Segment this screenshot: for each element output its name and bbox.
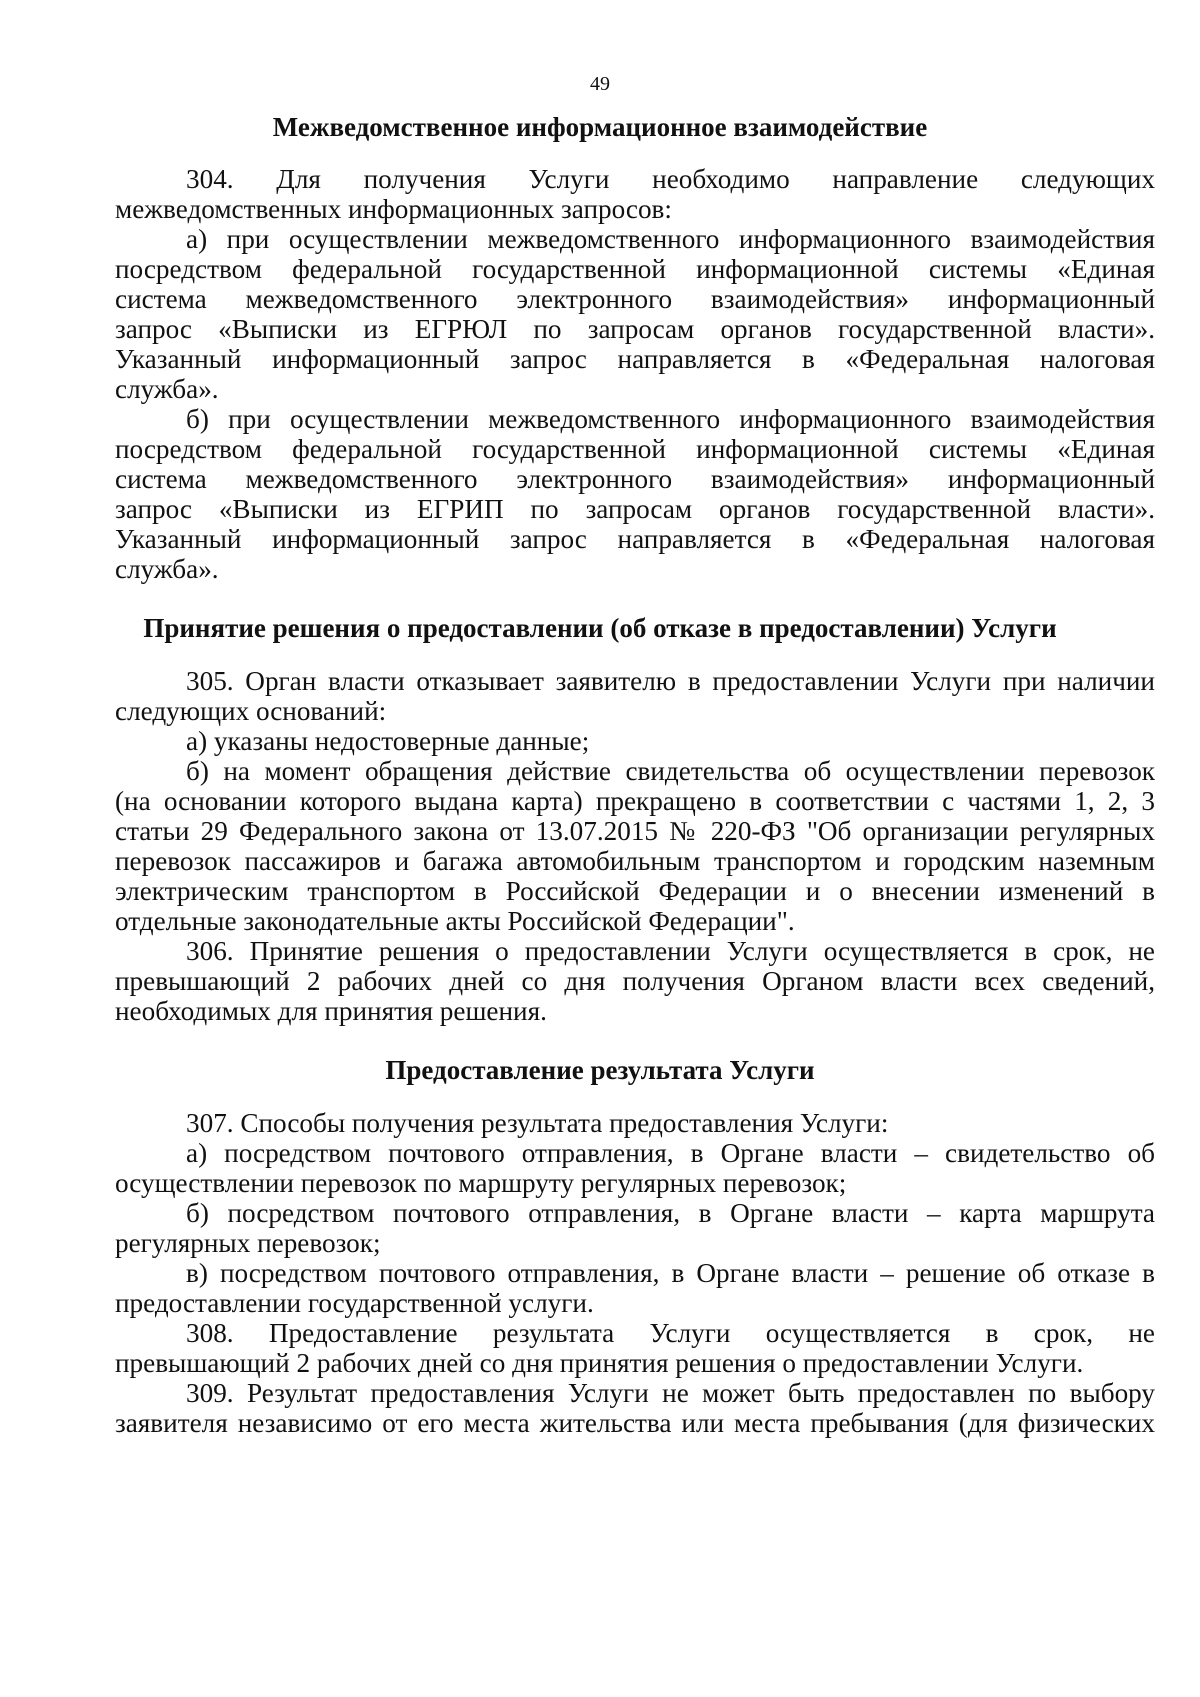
section-heading-result: Предоставление результата Услуги xyxy=(385,1055,815,1085)
section-heading-interagency: Межведомственное информационное взаимодействие xyxy=(272,112,928,142)
paragraph-line: отдельные законодательные акты Российской Федерации". xyxy=(115,906,795,936)
paragraph-line: запрос «Выписки из ЕГРИП по запросам органов государственной власти». xyxy=(115,494,1155,524)
paragraph-line: следующих оснований: xyxy=(115,696,387,726)
paragraph-line: необходимых для принятия решения. xyxy=(115,996,547,1026)
paragraph-line: система межведомственного электронного взаимодействия» информационный xyxy=(115,284,1155,314)
paragraph-line: 308. Предоставление результата Услуги осуществляется в срок, не xyxy=(186,1318,1155,1348)
paragraph-line: система межведомственного электронного взаимодействия» информационный xyxy=(115,464,1155,494)
paragraph-line: 307. Способы получения результата предоставления Услуги: xyxy=(186,1108,889,1138)
paragraph-line: б) при осуществлении межведомственного информационного взаимодействия xyxy=(186,404,1155,434)
paragraph-line: а) посредством почтового отправления, в Органе власти – свидетельство об xyxy=(186,1138,1155,1168)
paragraph-line: служба». xyxy=(115,374,219,404)
paragraph-line: 305. Орган власти отказывает заявителю в предоставлении Услуги при наличии xyxy=(186,666,1155,696)
paragraph-line: перевозок пассажиров и багажа автомобильным транспортом и городским наземным xyxy=(115,846,1155,876)
paragraph-line: а) указаны недостоверные данные; xyxy=(186,726,590,756)
paragraph-line: посредством федеральной государственной информационной системы «Единая xyxy=(115,434,1155,464)
paragraph-line: предоставлении государственной услуги. xyxy=(115,1288,594,1318)
paragraph-line: 304. Для получения Услуги необходимо направление следующих xyxy=(186,164,1155,194)
paragraph-line: Указанный информационный запрос направляется в «Федеральная налоговая xyxy=(115,344,1155,374)
paragraph-line: 306. Принятие решения о предоставлении Услуги осуществляется в срок, не xyxy=(186,936,1155,966)
paragraph-line: превышающий 2 рабочих дней со дня принятия решения о предоставлении Услуги. xyxy=(115,1348,1084,1378)
paragraph-line: электрическим транспортом в Российской Федерации и о внесении изменений в xyxy=(115,876,1155,906)
paragraph-line: регулярных перевозок; xyxy=(115,1228,381,1258)
paragraph-line: осуществлении перевозок по маршруту регулярных перевозок; xyxy=(115,1168,847,1198)
page-number: 49 xyxy=(590,73,610,95)
section-heading-decision: Принятие решения о предоставлении (об отказе в предоставлении) Услуги xyxy=(143,613,1057,643)
paragraph-line: статьи 29 Федерального закона от 13.07.2015 № 220-ФЗ "Об организации регулярных xyxy=(115,816,1155,846)
paragraph-line: в) посредством почтового отправления, в Органе власти – решение об отказе в xyxy=(186,1258,1155,1288)
paragraph-line: запрос «Выписки из ЕГРЮЛ по запросам органов государственной власти». xyxy=(115,314,1155,344)
paragraph-line: Указанный информационный запрос направляется в «Федеральная налоговая xyxy=(115,524,1155,554)
paragraph-line: межведомственных информационных запросов: xyxy=(115,194,672,224)
paragraph-line: заявителя независимо от его места жительства или места пребывания (для физических xyxy=(115,1408,1155,1438)
paragraph-line: а) при осуществлении межведомственного информационного взаимодействия xyxy=(186,224,1155,254)
paragraph-line: 309. Результат предоставления Услуги не может быть предоставлен по выбору xyxy=(186,1378,1155,1408)
paragraph-line: посредством федеральной государственной информационной системы «Единая xyxy=(115,254,1155,284)
paragraph-line: б) посредством почтового отправления, в Органе власти – карта маршрута xyxy=(186,1198,1155,1228)
paragraph-line: (на основании которого выдана карта) прекращено в соответствии с частями 1, 2, 3 xyxy=(115,786,1155,816)
paragraph-line: б) на момент обращения действие свидетельства об осуществлении перевозок xyxy=(186,756,1155,786)
paragraph-line: служба». xyxy=(115,554,219,584)
paragraph-line: превышающий 2 рабочих дней со дня получения Органом власти всех сведений, xyxy=(115,966,1155,996)
